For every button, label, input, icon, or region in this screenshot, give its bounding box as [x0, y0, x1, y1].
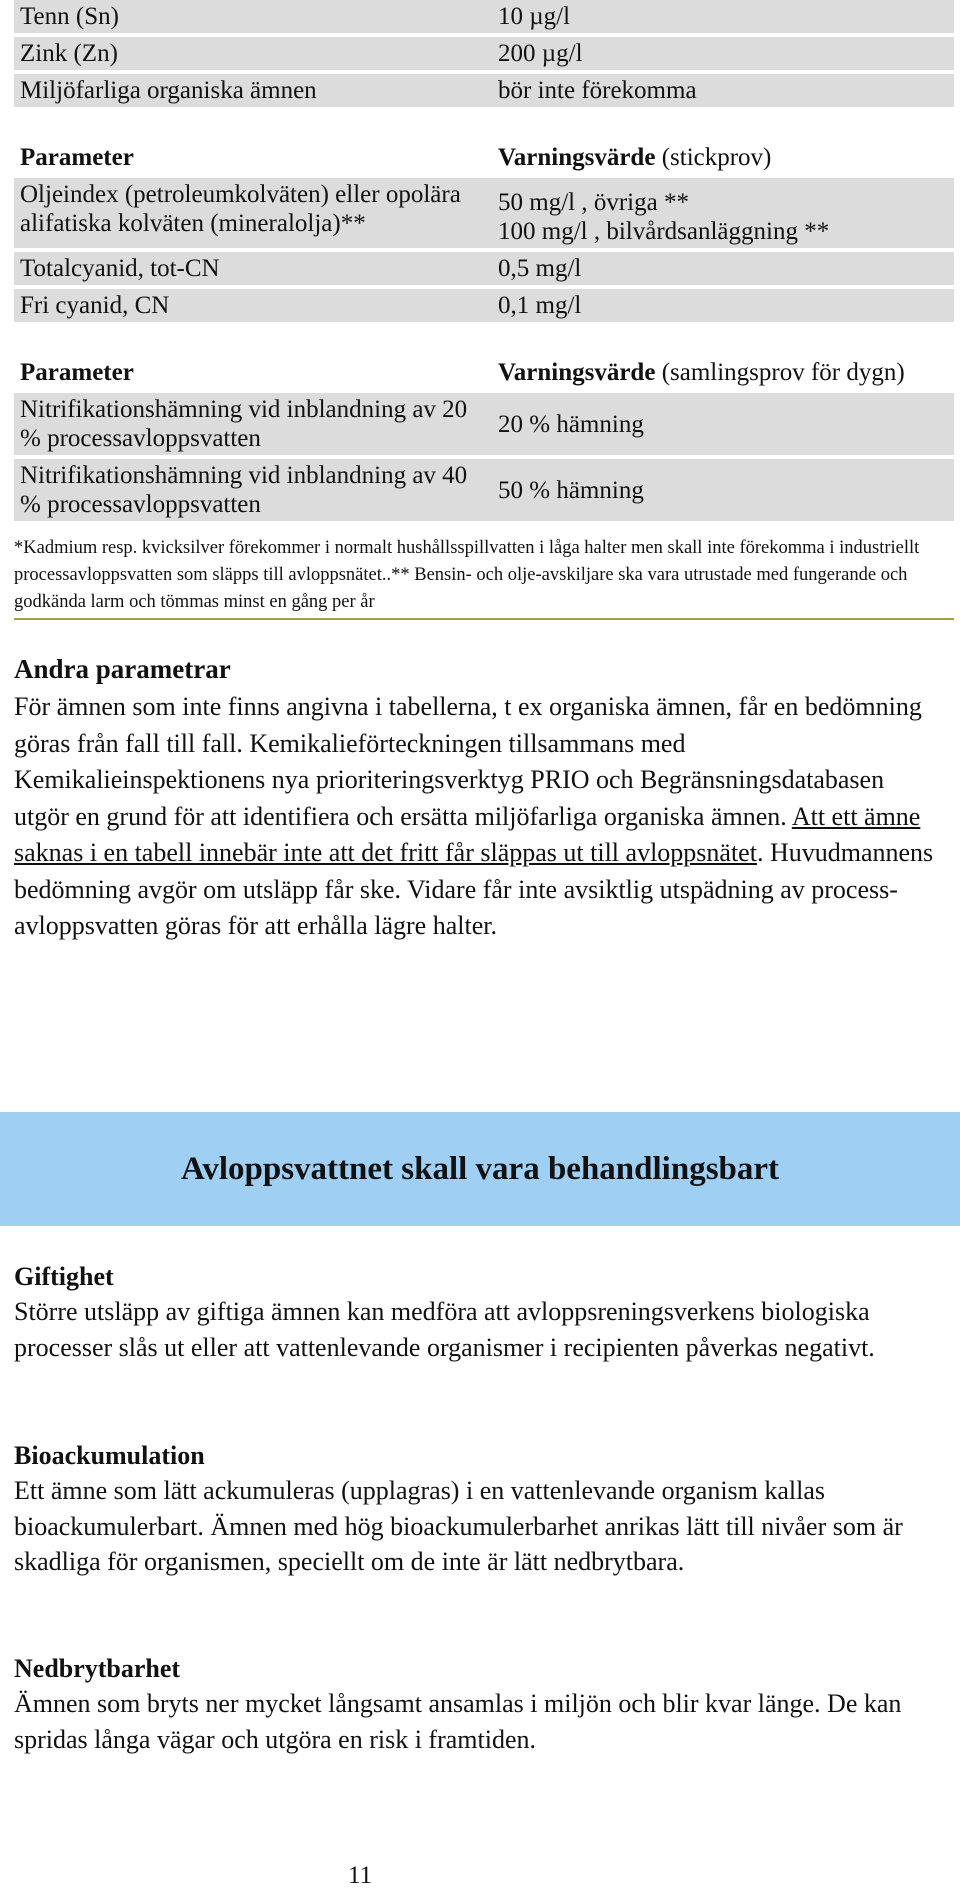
table-header-row: [14, 356, 954, 389]
value-cell: 20 % hämning: [486, 393, 954, 455]
section-banner: [0, 1112, 960, 1226]
section-nedbrytbarhet: [14, 1652, 944, 1757]
andra-parametrar-text: För ämnen som inte finns angivna i tabellerna, t ex organiska ämnen, får en bedömning göras från fall till fall. Kemikalieförteckningen tillsammans med Kemikalieinspektionens nya prioriteringsverktyg PRIO och Begränsningsdatabasen utgör en grund för att identifiera och ersätta miljöfarliga organiska ämnen. Att ett ämne saknas i en tabell innebär inte att det fritt får släppas ut till avloppsnätet. Huvudmannens bedömning avgör om utsläpp får ske. Vidare får inte avsiktlig utspädning av process-avloppsvatten göras för att erhålla lägre halter.: [14, 692, 934, 940]
table-row: [14, 0, 954, 33]
table-row: [14, 393, 954, 455]
param-cell: Tenn (Sn): [14, 0, 486, 33]
column-header-value: Varningsvärde (samlingsprov för dygn): [486, 356, 954, 389]
table-row: [14, 252, 954, 285]
section-title-andra-parametrar: Andra parametrar: [14, 654, 231, 684]
param-cell: Zink (Zn): [14, 37, 486, 70]
section-title: Giftighet: [14, 1262, 114, 1291]
value-cell: bör inte förekomma: [486, 74, 954, 107]
section-title: Bioackumulation: [14, 1441, 205, 1470]
value-cell: 0,1 mg/l: [486, 289, 954, 322]
section-text: Ett ämne som lätt ackumuleras (upplagras) i en vattenlevande organism kallas bioackumulerbart. Ämnen med hög bioackumulerbarhet anrikas lätt till nivåer som är skadliga för organismen, speciellt om de inte är lätt nedbrytbara.: [14, 1476, 903, 1576]
section-title: Nedbrytbarhet: [14, 1654, 181, 1683]
param-cell: Nitrifikationshämning vid inblandning av 20 % processavloppsvatten: [14, 393, 486, 455]
table-row: [14, 74, 954, 107]
param-cell: Nitrifikationshämning vid inblandning av 40 % processavloppsvatten: [14, 459, 486, 521]
section-text: Större utsläpp av giftiga ämnen kan medföra att avloppsreningsverkens biologiska processer slås ut eller att vattenlevande organismer i recipienten påverkas negativt.: [14, 1297, 875, 1362]
column-header-parameter: Parameter: [14, 356, 486, 389]
value-cell: 50 mg/l , övriga ** 100 mg/l , bilvårdsanläggning **: [486, 178, 954, 248]
column-header-parameter: Parameter: [14, 141, 486, 174]
section-giftighet: [14, 1260, 944, 1365]
table-row: [14, 37, 954, 70]
metals-table: [14, 0, 954, 111]
value-cell: 0,5 mg/l: [486, 252, 954, 285]
document-page: [14, 0, 954, 945]
table-row: [14, 289, 954, 322]
underlined-statement: Att ett ämne saknas i en tabell innebär inte att det fritt får släppas ut till avloppsnätet: [14, 801, 921, 867]
table-footnote: *Kadmium resp. kvicksilver förekommer i normalt hushållsspillvatten i låga halter men skall inte förekomma i industriellt processavloppsvatten som släpps till avloppsnätet..** Bensin- och olje-avskiljare ska vara utrustade med fungerande och godkända larm och tömmas minst en gång per år: [14, 538, 920, 612]
value-cell: 10 µg/l: [486, 0, 954, 33]
oil-cyanide-table: [14, 137, 954, 326]
table-row: [14, 178, 954, 248]
section-bioackumulation: [14, 1439, 944, 1580]
value-cell: 200 µg/l: [486, 37, 954, 70]
divider-line: [14, 618, 954, 620]
table-row: [14, 459, 954, 521]
column-header-value: Varningsvärde (stickprov): [486, 141, 954, 174]
param-cell: Totalcyanid, tot-CN: [14, 252, 486, 285]
param-cell: Oljeindex (petroleumkolväten) eller opolära alifatiska kolväten (mineralolja)**: [14, 178, 486, 248]
param-cell: Miljöfarliga organiska ämnen: [14, 74, 486, 107]
param-cell: Fri cyanid, CN: [14, 289, 486, 322]
value-cell: 50 % hämning: [486, 459, 954, 521]
page-number: 11: [348, 1862, 373, 1889]
banner-title: Avloppsvattnet skall vara behandlingsbart: [180, 1151, 780, 1187]
section-text: Ämnen som bryts ner mycket långsamt ansamlas i miljön och blir kvar länge. De kan spridas långa vägar och utgöra en risk i framtiden.: [14, 1689, 902, 1754]
nitrification-table: [14, 352, 954, 525]
table-header-row: [14, 141, 954, 174]
